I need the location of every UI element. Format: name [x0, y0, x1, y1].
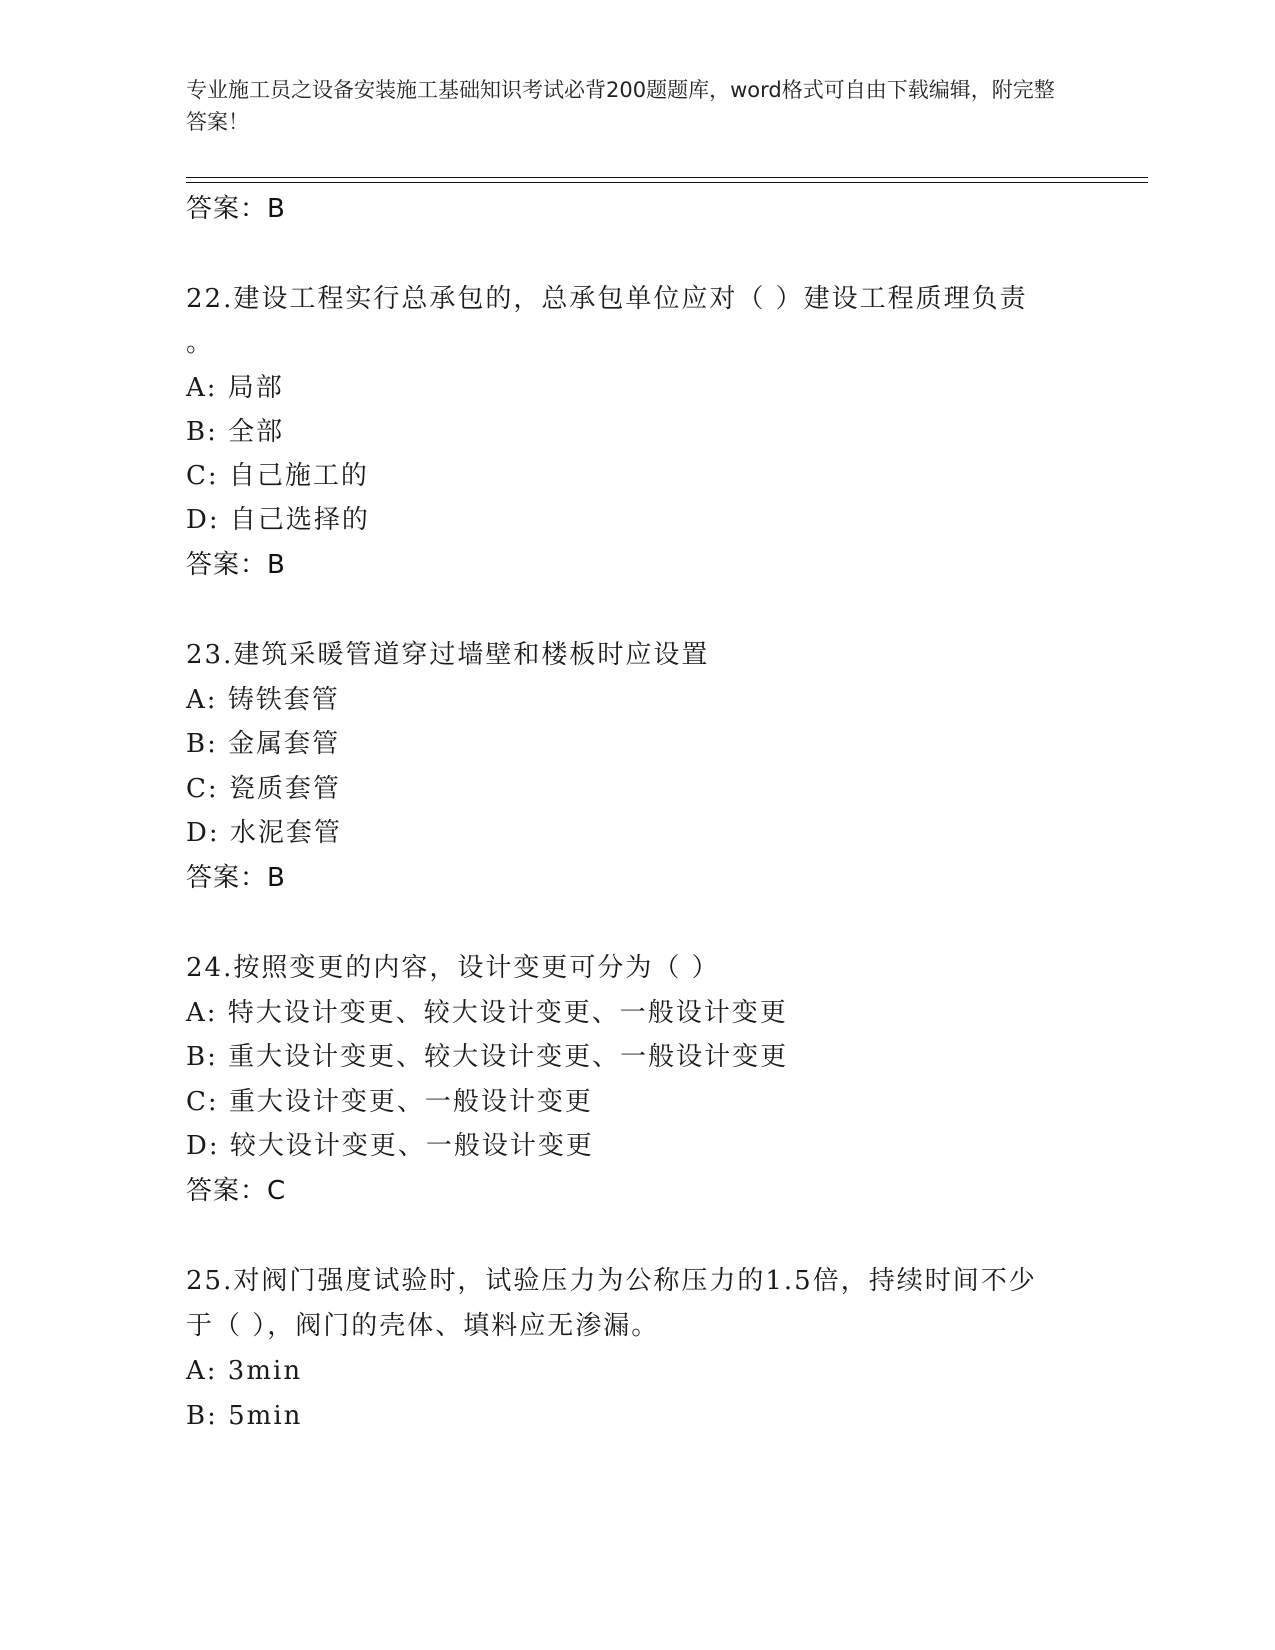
q24-option-a: A: 特大设计变更、较大设计变更、一般设计变更	[186, 998, 788, 1028]
q23-answer: 答案：B	[186, 863, 286, 893]
answer-previous-question: 答案：B	[186, 194, 286, 224]
q22-stem-line-1: 22.建设工程实行总承包的，总承包单位应对（ ）建设工程质理负责	[186, 284, 1028, 314]
q24-option-c: C: 重大设计变更、一般设计变更	[186, 1087, 593, 1117]
q25-stem-line-2: 于（ ），阀门的壳体、填料应无渗漏。	[186, 1311, 660, 1341]
q25-option-b: B: 5min	[186, 1401, 303, 1431]
q23-option-c: C: 瓷质套管	[186, 774, 341, 804]
q23-option-d: D: 水泥套管	[186, 818, 342, 848]
q23-option-a: A: 铸铁套管	[186, 685, 340, 715]
q24-stem: 24.按照变更的内容，设计变更可分为（ ）	[186, 953, 720, 983]
q22-option-d: D: 自己选择的	[186, 505, 370, 535]
q25-option-a: A: 3min	[186, 1356, 303, 1386]
q24-answer: 答案：C	[186, 1176, 287, 1206]
q22-answer: 答案：B	[186, 550, 286, 580]
q22-stem-line-2: 。	[186, 328, 215, 358]
q25-stem-line-1: 25.对阀门强度试验时，试验压力为公称压力的1.5倍，持续时间不少	[186, 1266, 1037, 1296]
q23-stem: 23.建筑采暖管道穿过墙壁和楼板时应设置	[186, 640, 710, 670]
q24-option-d: D: 较大设计变更、一般设计变更	[186, 1131, 594, 1161]
q22-option-c: C: 自己施工的	[186, 461, 369, 491]
q24-option-b: B: 重大设计变更、较大设计变更、一般设计变更	[186, 1042, 789, 1072]
page-header: 专业施工员之设备安装施工基础知识考试必背200题题库，word格式可自由下载编辑，附完整答案！	[186, 78, 1055, 134]
q22-option-a: A: 局部	[186, 373, 284, 403]
header-divider-bottom	[186, 182, 1148, 183]
header-divider-top	[186, 177, 1148, 178]
q22-option-b: B: 全部	[186, 417, 285, 447]
q23-option-b: B: 金属套管	[186, 729, 341, 759]
